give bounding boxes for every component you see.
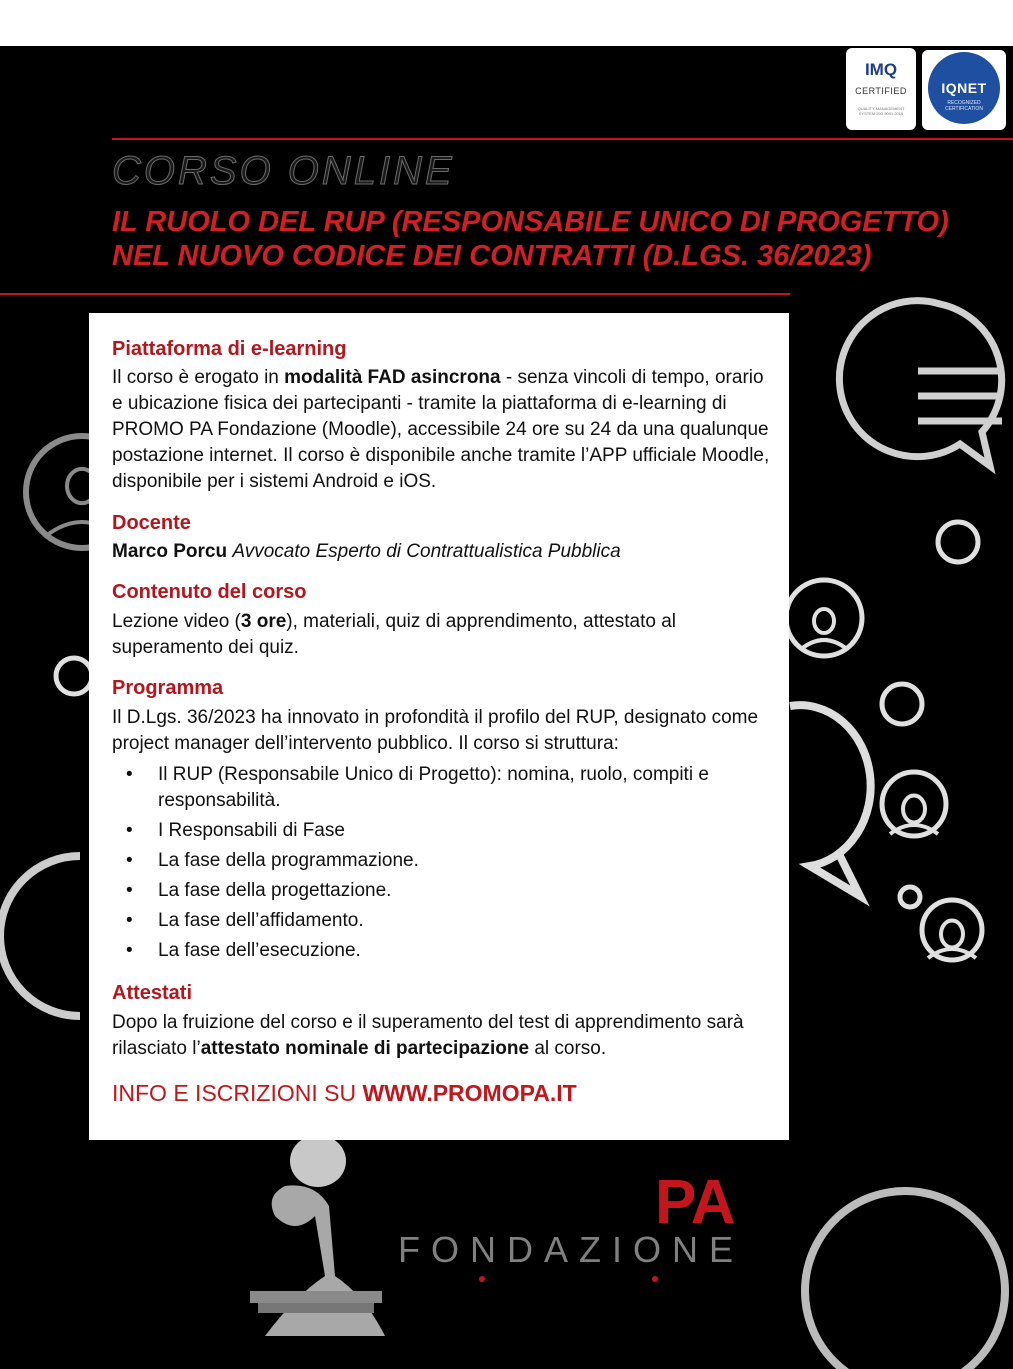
imq-standard-label: QUALITY MANAGEMENT SYSTEM ISO 9001:2015 [857, 106, 905, 116]
iqnet-recognized-label: RECOGNIZED CERTIFICATION [945, 100, 983, 112]
top-margin [0, 0, 1013, 46]
certificates-text: Dopo la fruizione del corso e il superamento del test di apprendimento sarà rilasciato l’attestato nominale di partecipazione al corso. [112, 1012, 744, 1059]
speech-bubble-icon [839, 301, 1001, 466]
cta-label: INFO E ISCRIZIONI SU [112, 1080, 363, 1106]
cta-link[interactable]: WWW.PROMOPA.IT [362, 1080, 577, 1106]
course-title [112, 205, 992, 273]
user-circle-icon [786, 580, 862, 656]
platform-text: Il corso è erogato in modalità FAD asincrona - senza vincoli di tempo, orario e ubicazione fisica dei partecipanti - tramite la piattaforma di e-learning di PROMO PA Fondazione (Moodle), accessibile 24 ore su 24 da una qualunque postazione internet. Il corso è disponibile anche tramite l’APP ufficiale Moodle, disponibile per i sistemi Android e iOS. [112, 367, 770, 492]
imq-logo-text: IMQ [864, 60, 898, 79]
course-title-line-2: NEL NUOVO CODICE DEI CONTRATTI (D.LGS. 36/2023) [112, 240, 872, 272]
header-rule-bottom [0, 293, 790, 295]
teacher-text [112, 539, 777, 565]
cta-info [112, 1080, 577, 1107]
iqnet-badge [922, 50, 1006, 130]
platform-mode: modalità FAD asincrona [284, 367, 501, 388]
logo-dot [652, 1276, 658, 1282]
user-circle-icon [805, 1191, 1005, 1369]
program-list [112, 762, 777, 968]
pawn-figure [250, 1135, 385, 1336]
course-title-line-1: IL RUOLO DEL RUP (RESPONSABILE UNICO DI PROGETTO) [112, 206, 949, 238]
certificate-type: attestato nominale di partecipazione [200, 1038, 530, 1059]
content-heading: Contenuto del corso [112, 581, 307, 603]
program-intro: Il D.Lgs. 36/2023 ha innovato in profondità il profilo del RUP, designato come project manager dell’intervento pubblico. Il corso si struttura: [112, 707, 759, 754]
program-item: • La fase della progettazione. [112, 878, 777, 904]
certificates-heading: Attestati [112, 982, 193, 1004]
program-item: • Il RUP (Responsabile Unico di Progetto): nomina, ruolo, compiti e responsabilità. [112, 762, 777, 814]
user-circle-icon [938, 522, 978, 562]
program-heading: Programma [112, 677, 224, 699]
teacher-role: Avvocato Esperto di Contrattualistica Pubblica [232, 541, 621, 562]
program-item: • La fase dell’affidamento. [112, 908, 777, 934]
header-rule-top [112, 138, 1013, 140]
speech-bubble-icon [790, 705, 871, 896]
program-item: • La fase della programmazione. [112, 848, 777, 874]
imq-certified-label: CERTIFIED [855, 86, 907, 96]
program-item: • La fase dell’esecuzione. [112, 938, 777, 964]
user-circle-icon [56, 658, 92, 694]
platform-heading: Piattaforma di e-learning [112, 338, 347, 360]
promopa-logo-pa: PA [655, 1168, 735, 1237]
content-duration: 3 ore [240, 611, 287, 632]
teacher-heading: Docente [112, 512, 191, 534]
content-text: Lezione video (3 ore), materiali, quiz di apprendimento, attestato al superamento dei quiz. [112, 611, 677, 658]
course-kicker: CORSO ONLINE [112, 149, 455, 193]
program-item: • I Responsabili di Fase [112, 818, 777, 844]
user-circle-icon [882, 684, 922, 724]
user-circle-icon [900, 887, 920, 907]
logo-dot [479, 1276, 485, 1282]
teacher-name: Marco Porcu [112, 541, 228, 562]
iqnet-logo-text: IQNET [941, 80, 987, 96]
speech-bubble-icon [0, 856, 80, 1016]
imq-certified-badge [846, 48, 916, 130]
promopa-logo-fondazione: FONDAZIONE [398, 1229, 745, 1270]
